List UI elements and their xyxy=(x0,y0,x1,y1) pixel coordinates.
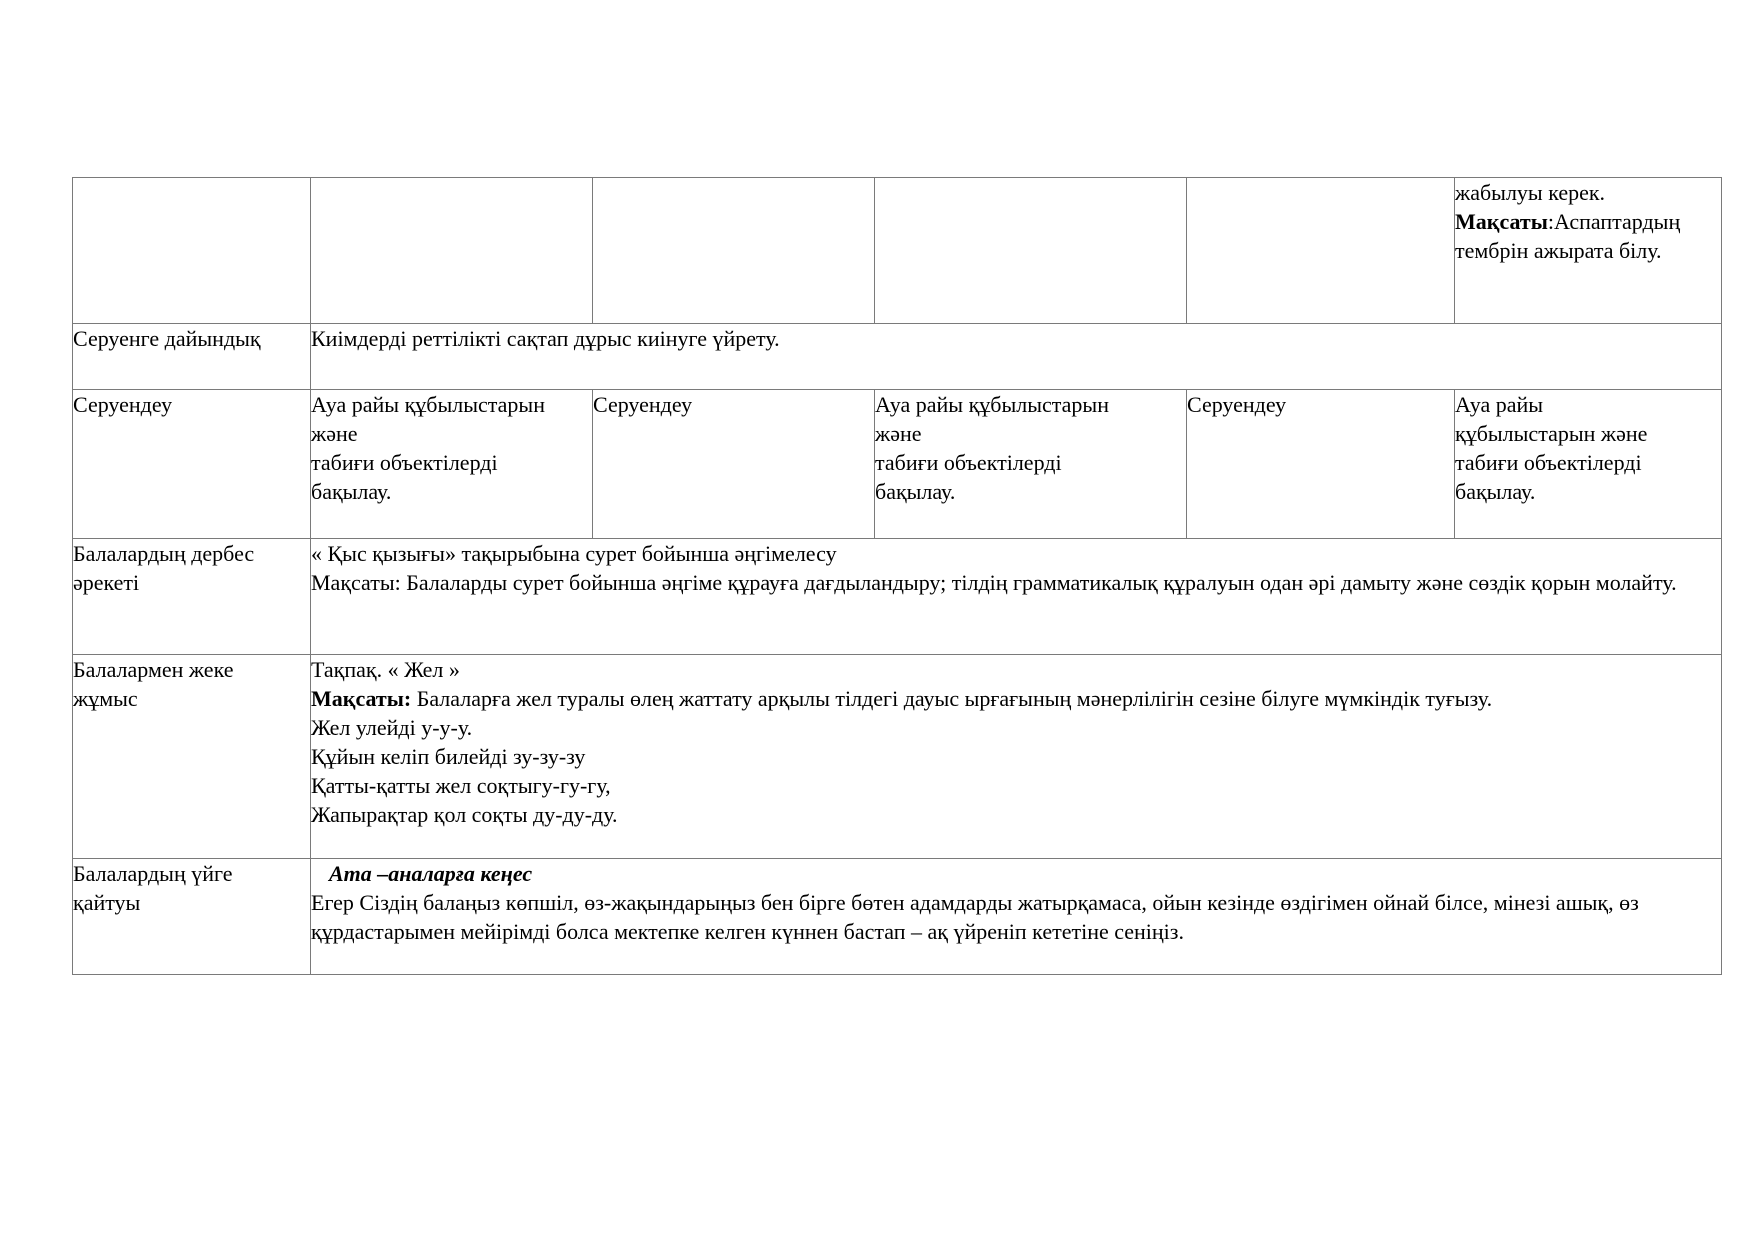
cell-line: Серуендеу xyxy=(593,392,693,417)
row-label-line: әрекеті xyxy=(73,570,140,595)
goal-text: Балаларға жел туралы өлең жаттату арқылы тілдегі дауыс ырғағының мәнерлілігін сезіне білуге мүмкіндік туғызу. xyxy=(411,686,1493,711)
row-label xyxy=(73,859,311,975)
row-label-line: Балалармен жеке xyxy=(73,657,234,682)
cell-line: бақылау. xyxy=(311,479,392,504)
table-cell xyxy=(593,178,875,324)
row-label xyxy=(73,539,311,655)
cell-line: және xyxy=(875,421,922,446)
table-cell-walk-5 xyxy=(1455,390,1722,539)
row-content xyxy=(311,655,1722,859)
table-row-individual-work xyxy=(73,655,1722,859)
row-label-text: Серуендеу xyxy=(73,392,173,417)
continued-line: жабылуы керек. xyxy=(1455,180,1606,205)
table-row-continuation xyxy=(73,178,1722,324)
table-row-going-home xyxy=(73,859,1722,975)
table-cell-walk-3 xyxy=(875,390,1187,539)
table-cell xyxy=(73,178,311,324)
table-cell-walk-2 xyxy=(593,390,875,539)
cell-line: табиғи объектілерді xyxy=(1455,450,1642,475)
row-label-line: қайтуы xyxy=(73,890,141,915)
row-content xyxy=(311,539,1722,655)
row-label xyxy=(73,390,311,539)
poem-line: Қатты-қатты жел соқтыгу-гу-гу, xyxy=(311,773,611,798)
cell-line: бақылау. xyxy=(1455,479,1536,504)
table-cell-walk-1 xyxy=(311,390,593,539)
cell-line: Ауа райы құбылыстарын xyxy=(311,392,545,417)
cell-line: бақылау. xyxy=(875,479,956,504)
cell-line: құбылыстарын және xyxy=(1455,421,1648,446)
advice-text: Егер Сіздің балаңыз көпшіл, өз-жақындарыңыз бен бірге бөтен адамдарды жатырқамаса, ойын кезінде өздігімен ойнай білсе, мінезі ашық, өз құрдастарымен мейірімді болса мектепке келген күннен бастап – ақ үйреніп кететіне сеніңіз. xyxy=(311,890,1639,944)
row-content xyxy=(311,859,1722,975)
table-cell xyxy=(1187,178,1455,324)
table-row-walk xyxy=(73,390,1722,539)
poem-line: Құйын келіп билейді зу-зу-зу xyxy=(311,744,586,769)
row-content xyxy=(311,324,1722,390)
goal-text-continued: тембрін ажырата білу. xyxy=(1455,238,1662,263)
activity-goal: Мақсаты: Балаларды сурет бойынша әңгіме құрауға дағдыландыру; тілдің грамматикалық құралуын одан әрі дамыту және сөздік қорын молайту. xyxy=(311,570,1677,595)
cell-line: табиғи объектілерді xyxy=(875,450,1062,475)
cell-line: және xyxy=(311,421,358,446)
goal-label: Мақсаты: xyxy=(311,686,412,711)
poem-line: Жапырақтар қол соқты ду-ду-ду. xyxy=(311,802,618,827)
goal-label: Мақсаты xyxy=(1455,209,1548,234)
row-label xyxy=(73,655,311,859)
table-cell xyxy=(875,178,1187,324)
row-label-text: Серуенге дайындық xyxy=(73,326,261,351)
table-cell xyxy=(311,178,593,324)
cell-line: Серуендеу xyxy=(1187,392,1287,417)
table-cell-walk-4 xyxy=(1187,390,1455,539)
row-label-line: Балалардың дербес xyxy=(73,541,255,566)
poem-title: Тақпақ. « Жел » xyxy=(311,657,460,682)
row-label-line: жұмыс xyxy=(73,686,138,711)
advice-title: Ата –аналарға кеңес xyxy=(329,861,533,886)
daily-plan-table xyxy=(72,177,1722,975)
activity-title: « Қыс қызығы» тақырыбына сурет бойынша әңгімелесу xyxy=(311,541,837,566)
cell-line: Ауа райы құбылыстарын xyxy=(875,392,1109,417)
row-label-line: Балалардың үйге xyxy=(73,861,233,886)
goal-text: :Аспаптардың xyxy=(1547,209,1681,234)
row-label xyxy=(73,324,311,390)
table-cell-continued-text xyxy=(1455,178,1722,324)
cell-line: табиғи объектілерді xyxy=(311,450,498,475)
row-content-text: Киімдерді реттілікті сақтап дұрыс киінуге үйрету. xyxy=(311,326,780,351)
table-row-independent-activity xyxy=(73,539,1722,655)
poem-line: Жел улейді у-у-у. xyxy=(311,715,473,740)
table-row-walk-prep xyxy=(73,324,1722,390)
cell-line: Ауа райы xyxy=(1455,392,1544,417)
